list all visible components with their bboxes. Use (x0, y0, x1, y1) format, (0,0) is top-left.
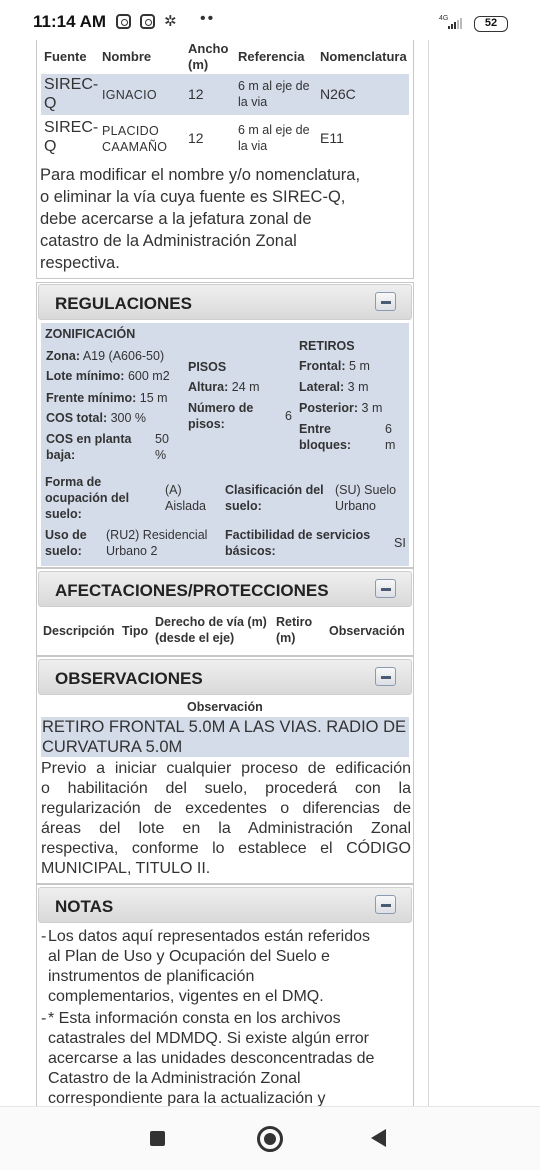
collapse-button[interactable] (375, 895, 396, 914)
note-item: - Los datos aquí representados están referidos al Plan de Uso y Ocupación del Suelo e instrumentos de planificación complementarios, vigentes en el DMQ. (41, 928, 370, 1005)
col-nombre: Nombre (102, 49, 152, 64)
col-observacion: Observación (187, 700, 263, 714)
afectaciones-header[interactable] (38, 571, 412, 607)
regulaciones-header[interactable] (38, 284, 412, 320)
table-row: SIREC- Q IGNACIO 12 6 m al eje de la via N26C (41, 74, 409, 115)
notas-header[interactable] (38, 887, 412, 923)
signal-icon (448, 17, 462, 29)
col-observacion: Observación (329, 624, 405, 638)
scroll-content[interactable] (30, 40, 420, 1106)
section-title: NOTAS (55, 897, 114, 916)
back-button[interactable] (371, 1129, 386, 1147)
notas-panel (36, 884, 414, 1106)
instagram-icon (140, 14, 155, 29)
col-retiro-unit: (m) (276, 631, 296, 645)
regulaciones-panel (36, 282, 414, 568)
observaciones-panel (36, 656, 414, 884)
col-nomenclatura: Nomenclatura (320, 49, 407, 64)
vias-note: Para modificar el nombre y/o nomenclatura, o eliminar la vía cuya fuente es SIREC-Q, debe acercarse a la jefatura zonal de catastro de la Administración Zonal respectiva. (40, 166, 361, 272)
col-derecho-via-sub: (desde el eje) (155, 631, 235, 645)
col-ancho-unit: (m) (188, 57, 209, 72)
observaciones-header[interactable] (38, 659, 412, 695)
col-fuente: Fuente (44, 49, 87, 64)
vias-panel (36, 40, 414, 279)
status-time: 11:14 AM (33, 12, 107, 31)
collapse-button[interactable] (375, 292, 396, 311)
more-notifications-icon: •• (200, 10, 216, 27)
left-gutter (0, 40, 30, 1106)
fan-icon: ✲ (164, 13, 177, 30)
collapse-button[interactable] (375, 667, 396, 686)
status-bar (0, 0, 540, 40)
col-ancho: Ancho (188, 41, 229, 56)
observacion-paragraph: Previo a iniciar cualquier proceso de edificación o habilitación del suelo, procederá con la regularización de excedentes o diferencias de áreas del lote en la Administración Zonal respectiva, conforme lo establece el CÓDIGO MUNICIPAL, TITULO II. (41, 760, 411, 877)
recent-apps-button[interactable] (150, 1131, 165, 1146)
table-row: SIREC- Q PLACIDO CAAMAÑO 12 6 m al eje de la via E11 (44, 119, 344, 155)
col-retiro: Retiro (276, 615, 313, 629)
battery-icon: 52 (474, 16, 508, 32)
col-derecho-via: Derecho de vía (m) (155, 615, 267, 629)
col-descripcion: Descripción (43, 624, 115, 638)
regulaciones-body: ZONIFICACIÓN Zona: A19 (A606-50) Lote mínimo: 600 m2 Frente mínimo: 15 m COS total: 300 % COS en planta baja: 50 % PISOS Altura: 24 m Número de pisos: 6 RETIROS Frontal: 5 m Lateral: 3 m Posterior: 3 m Entre bloques: 6 m Forma de ocupación del suelo: (A) Aislada Clasificación del suelo: (SU) Suelo Urbano Uso de suelo: (RU2) Residencial Urbano 2 Factibilidad de servicios básicos: SI (41, 323, 409, 566)
collapse-button[interactable] (375, 579, 396, 598)
network-type: 4G (439, 15, 449, 22)
home-button[interactable] (257, 1126, 283, 1152)
col-referencia: Referencia (238, 49, 305, 64)
afectaciones-panel (36, 568, 414, 656)
col-tipo: Tipo (122, 624, 149, 638)
right-gutter (428, 40, 540, 1106)
section-title: OBSERVACIONES (55, 669, 203, 688)
observacion-row: RETIRO FRONTAL 5.0M A LAS VIAS. RADIO DE CURVATURA 5.0M (41, 717, 409, 757)
instagram-icon (116, 14, 131, 29)
note-item: - * Esta información consta en los archivos catastrales del MDMDQ. Si existe algún error acercarse a las unidades desconcentradas de Catastro de la Administración Zonal correspondiente para la actualización y (41, 1010, 375, 1106)
section-title: AFECTACIONES/PROTECCIONES (55, 581, 329, 600)
section-title: REGULACIONES (55, 294, 192, 313)
notification-icons (116, 14, 177, 29)
system-nav-bar (0, 1106, 540, 1170)
